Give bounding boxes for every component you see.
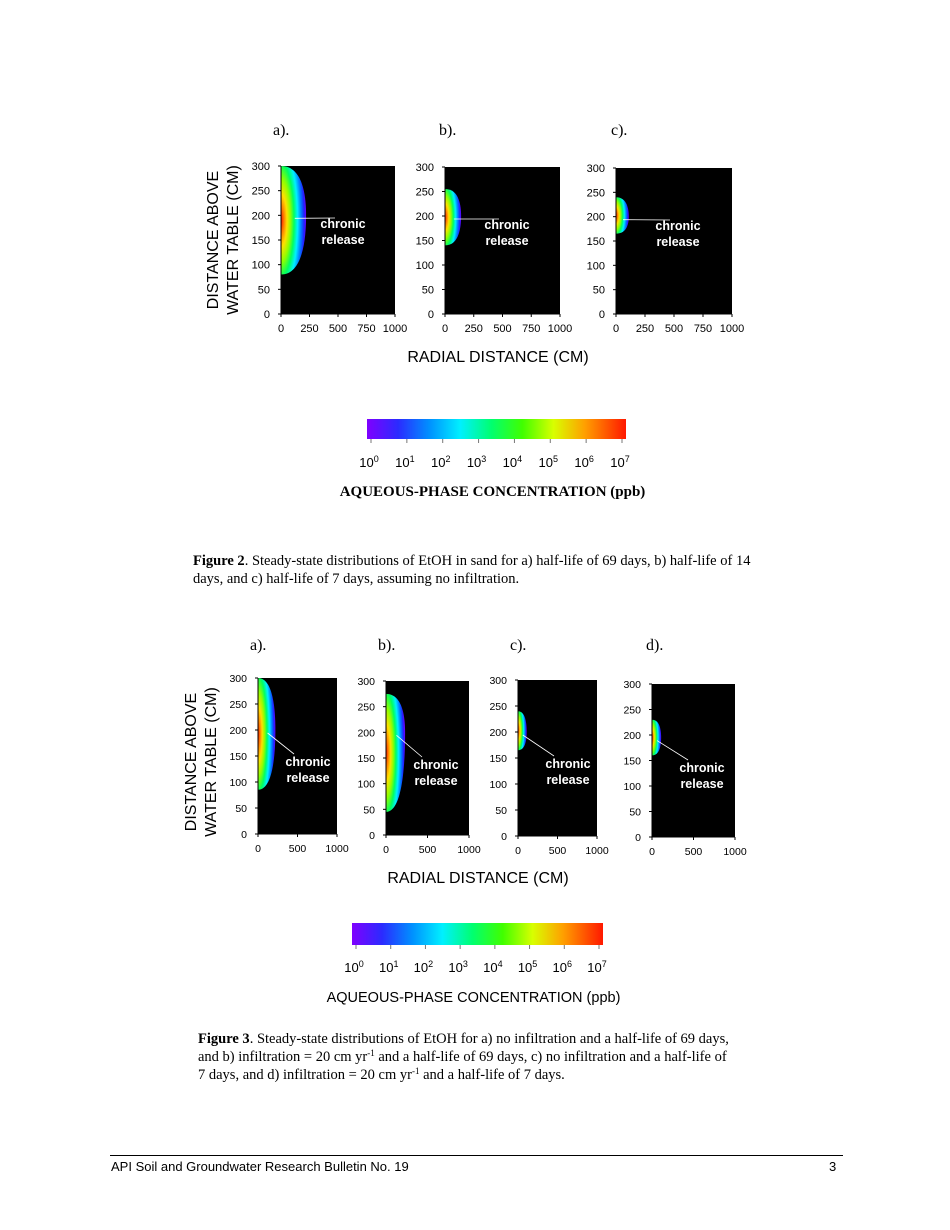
y-tick-label: 300 bbox=[415, 162, 434, 174]
colorbar-tick-exponent: 3 bbox=[462, 959, 468, 969]
colorbar-tick-label bbox=[539, 454, 558, 470]
x-tick-label: 500 bbox=[328, 323, 348, 335]
figure3-caption-line3b: and a half-life of 7 days. bbox=[419, 1067, 565, 1083]
x-tick-label: 1000 bbox=[585, 845, 609, 857]
y-tick-label: 0 bbox=[427, 309, 434, 321]
y-tick-label: 150 bbox=[489, 753, 507, 765]
annotation-release: release bbox=[656, 235, 700, 249]
y-tick-label: 300 bbox=[357, 676, 375, 688]
y-tick-label: 50 bbox=[592, 284, 605, 297]
x-tick-label: 750 bbox=[693, 323, 713, 335]
footer-page-number: 3 bbox=[829, 1159, 837, 1174]
y-tick-label: 150 bbox=[229, 751, 247, 763]
annotation-chronic: chronic bbox=[285, 755, 331, 769]
x-tick-label: 500 bbox=[664, 323, 684, 335]
colorbar-tick-label bbox=[610, 454, 629, 470]
y-tick-label: 250 bbox=[357, 701, 375, 714]
colorbar-title: AQUEOUS-PHASE CONCENTRATION (ppb) bbox=[326, 990, 621, 1006]
colorbar-tick-base: 10 bbox=[430, 455, 446, 470]
figure2-chart bbox=[205, 122, 744, 500]
panel-label-a: a). bbox=[273, 122, 290, 139]
annotation-release: release bbox=[286, 771, 330, 785]
y-tick-label: 100 bbox=[586, 260, 605, 273]
y-tick-label: 250 bbox=[415, 186, 434, 199]
colorbar-tick-label bbox=[414, 959, 433, 975]
y-tick-label: 100 bbox=[357, 778, 375, 791]
x-tick-label: 750 bbox=[522, 323, 541, 335]
colorbar-tick-base: 10 bbox=[344, 960, 359, 975]
figure2-caption-lead: Figure 2 bbox=[193, 553, 245, 569]
colorbar-tick-exponent: 2 bbox=[445, 454, 451, 464]
y-tick-label: 100 bbox=[415, 260, 434, 272]
x-tick-label: 1000 bbox=[723, 846, 747, 858]
colorbar-tick-exponent: 5 bbox=[553, 454, 559, 464]
colorbar-tick-label bbox=[483, 959, 502, 975]
annotation-release: release bbox=[680, 777, 724, 791]
x-tick-label: 1000 bbox=[719, 323, 745, 335]
x-tick-label: 0 bbox=[515, 845, 521, 857]
colorbar-tick-label bbox=[344, 959, 363, 975]
colorbar-tick-label bbox=[553, 959, 572, 975]
figure3-caption bbox=[198, 1030, 798, 1084]
x-tick-label: 1000 bbox=[457, 844, 481, 856]
colorbar-tick-base: 10 bbox=[552, 960, 568, 975]
x-tick-label: 250 bbox=[635, 323, 655, 335]
colorbar-tick-base: 10 bbox=[395, 455, 410, 470]
y-tick-label: 250 bbox=[251, 185, 270, 198]
figure3-chart bbox=[183, 637, 747, 1006]
colorbar-tick-base: 10 bbox=[502, 455, 518, 470]
y-tick-label: 50 bbox=[421, 284, 434, 297]
colorbar-tick-label bbox=[518, 959, 537, 975]
y-tick-label: 50 bbox=[235, 803, 247, 815]
colorbar-tick-label bbox=[431, 454, 450, 470]
figure2-caption-line2: days, and c) half-life of 7 days, assuming no infiltration. bbox=[193, 571, 520, 587]
colorbar-tick-base: 10 bbox=[448, 960, 463, 975]
colorbar-tick-exponent: 1 bbox=[393, 959, 399, 969]
colorbar-tick-exponent: 5 bbox=[532, 959, 538, 969]
y-tick-label: 0 bbox=[501, 831, 507, 843]
y-tick-label: 50 bbox=[363, 804, 375, 817]
x-axis-label: RADIAL DISTANCE (CM) bbox=[407, 349, 589, 366]
panel-label-b: b). bbox=[439, 122, 457, 139]
y-tick-label: 250 bbox=[229, 699, 247, 711]
colorbar-tick-base: 10 bbox=[483, 960, 498, 975]
colorbar-tick-exponent: 7 bbox=[624, 454, 630, 464]
colorbar-tick-exponent: 1 bbox=[409, 454, 415, 464]
annotation-chronic: chronic bbox=[679, 761, 725, 775]
colorbar-tick-exponent: 7 bbox=[601, 959, 607, 969]
colorbar-tick-label bbox=[503, 454, 522, 470]
x-tick-label: 1000 bbox=[382, 323, 408, 335]
x-tick-label: 500 bbox=[493, 323, 512, 335]
panel-label-d: d). bbox=[646, 637, 664, 654]
colorbar-tick-exponent: 4 bbox=[517, 454, 523, 464]
colorbar-tick-exponent: 0 bbox=[358, 959, 364, 969]
figure3-caption-line3a: 7 days, and d) infiltration = 20 cm yr bbox=[198, 1067, 412, 1083]
footer-rule bbox=[110, 1155, 843, 1156]
colorbar-tick-label bbox=[448, 959, 467, 975]
y-tick-label: 150 bbox=[415, 235, 434, 248]
annotation-release: release bbox=[414, 774, 458, 788]
colorbar bbox=[327, 923, 621, 1006]
annotation-release: release bbox=[485, 234, 529, 248]
colorbar-tick-label bbox=[587, 959, 606, 975]
y-tick-label: 100 bbox=[623, 781, 641, 793]
figure3-caption-sup1: -1 bbox=[367, 1048, 375, 1058]
x-tick-label: 250 bbox=[300, 323, 319, 335]
heatmap-panel-a bbox=[229, 673, 348, 855]
x-tick-label: 0 bbox=[277, 323, 285, 335]
figure2-caption-line1: . Steady-state distributions of EtOH in sand for a) half-life of 69 days, b) half-life of 14 bbox=[244, 553, 751, 569]
x-axis-label: RADIAL DISTANCE (CM) bbox=[387, 870, 569, 887]
y-tick-label: 300 bbox=[586, 163, 605, 175]
colorbar-tick-base: 10 bbox=[378, 960, 394, 975]
y-axis-label-line2: WATER TABLE (CM) bbox=[225, 165, 242, 315]
colorbar-tick-base: 10 bbox=[587, 960, 602, 975]
heatmap-panel-c bbox=[587, 163, 745, 335]
y-tick-label: 0 bbox=[635, 832, 641, 844]
colorbar-gradient bbox=[352, 923, 603, 945]
figure3-caption-lead: Figure 3 bbox=[198, 1031, 250, 1047]
annotation-chronic: chronic bbox=[545, 757, 591, 771]
x-tick-label: 750 bbox=[357, 323, 376, 335]
heatmap-panel-b bbox=[357, 676, 480, 856]
colorbar-tick-exponent: 6 bbox=[588, 454, 594, 464]
colorbar-tick-label bbox=[359, 454, 378, 470]
y-tick-label: 200 bbox=[489, 727, 507, 739]
annotation-chronic: chronic bbox=[484, 218, 530, 232]
colorbar-tick-exponent: 2 bbox=[428, 959, 434, 969]
y-axis-label-line2: WATER TABLE (CM) bbox=[203, 687, 220, 837]
figure3-caption-sup2: -1 bbox=[411, 1066, 420, 1076]
x-tick-label: 500 bbox=[418, 844, 437, 856]
colorbar-tick-exponent: 4 bbox=[497, 959, 503, 969]
y-tick-label: 200 bbox=[623, 730, 641, 742]
y-tick-label: 0 bbox=[369, 830, 375, 842]
y-tick-label: 250 bbox=[489, 701, 507, 713]
colorbar-tick-base: 10 bbox=[466, 455, 482, 470]
colorbar-tick-base: 10 bbox=[517, 960, 533, 975]
panel-label-c: c). bbox=[611, 122, 628, 139]
annotation-release: release bbox=[546, 773, 590, 787]
colorbar-tick-label bbox=[379, 959, 398, 975]
annotation-chronic: chronic bbox=[655, 219, 701, 233]
y-tick-label: 0 bbox=[598, 309, 605, 321]
y-tick-label: 200 bbox=[251, 210, 270, 223]
colorbar-tick-base: 10 bbox=[359, 455, 374, 470]
y-axis-label-line1: DISTANCE ABOVE bbox=[205, 170, 222, 310]
x-tick-label: 1000 bbox=[325, 843, 349, 855]
panel-label-a: a). bbox=[250, 637, 267, 654]
colorbar-tick-base: 10 bbox=[574, 455, 589, 470]
colorbar-tick-label bbox=[574, 454, 593, 470]
colorbar-title: AQUEOUS-PHASE CONCENTRATION (ppb) bbox=[339, 484, 646, 500]
y-tick-label: 100 bbox=[251, 259, 270, 272]
figure3-caption-line1: . Steady-state distributions of EtOH for a) no infiltration and a half-life of 69 days, bbox=[249, 1031, 729, 1047]
annotation-release: release bbox=[321, 233, 365, 247]
x-tick-label: 0 bbox=[649, 846, 655, 858]
y-tick-label: 100 bbox=[489, 779, 507, 791]
colorbar-tick-exponent: 3 bbox=[481, 454, 487, 464]
footer-bulletin-title: API Soil and Groundwater Research Bulletin No. 19 bbox=[111, 1159, 409, 1174]
y-axis-label-line1: DISTANCE ABOVE bbox=[183, 692, 200, 832]
figure2-caption bbox=[193, 552, 813, 588]
x-tick-label: 500 bbox=[288, 843, 307, 855]
y-tick-label: 150 bbox=[586, 236, 605, 248]
y-tick-label: 200 bbox=[229, 725, 247, 737]
colorbar-tick-base: 10 bbox=[538, 455, 554, 470]
y-tick-label: 300 bbox=[489, 675, 507, 687]
y-tick-label: 0 bbox=[241, 829, 247, 841]
x-tick-label: 1000 bbox=[547, 323, 573, 335]
colorbar-tick-exponent: 0 bbox=[373, 454, 379, 464]
y-tick-label: 0 bbox=[263, 309, 270, 321]
colorbar-tick-label bbox=[395, 454, 414, 470]
heatmap-panel-a bbox=[252, 161, 408, 335]
panel-label-c: c). bbox=[510, 637, 527, 654]
colorbar-tick-label bbox=[467, 454, 486, 470]
y-tick-label: 300 bbox=[251, 161, 270, 173]
figure3-caption-line2b: and a half-life of 69 days, c) no infiltration and a half-life of bbox=[374, 1049, 727, 1065]
y-tick-label: 200 bbox=[357, 727, 375, 740]
y-tick-label: 250 bbox=[623, 704, 641, 717]
heatmap-panel-b bbox=[416, 162, 573, 335]
y-tick-label: 50 bbox=[257, 284, 270, 297]
y-tick-label: 200 bbox=[586, 211, 605, 224]
x-tick-label: 0 bbox=[383, 844, 389, 856]
y-tick-label: 300 bbox=[623, 679, 641, 691]
annotation-chronic: chronic bbox=[413, 758, 459, 772]
y-tick-label: 250 bbox=[586, 187, 605, 200]
y-tick-label: 100 bbox=[229, 777, 247, 789]
heatmap-panel-d bbox=[623, 679, 746, 858]
y-tick-label: 50 bbox=[495, 805, 507, 817]
x-tick-label: 0 bbox=[255, 843, 261, 855]
x-tick-label: 500 bbox=[548, 845, 567, 857]
colorbar-tick-exponent: 6 bbox=[567, 959, 573, 969]
x-tick-label: 250 bbox=[464, 323, 483, 335]
y-tick-label: 50 bbox=[629, 806, 641, 819]
figure3-caption-line2a: and b) infiltration = 20 cm yr bbox=[198, 1049, 368, 1065]
panel-label-b: b). bbox=[378, 637, 396, 654]
heatmap-panel-c bbox=[489, 675, 608, 857]
y-tick-label: 200 bbox=[415, 211, 434, 223]
colorbar-gradient bbox=[367, 419, 626, 439]
colorbar-tick-base: 10 bbox=[610, 455, 625, 470]
x-tick-label: 0 bbox=[612, 323, 620, 335]
y-tick-label: 150 bbox=[357, 753, 375, 765]
x-tick-label: 500 bbox=[684, 846, 703, 858]
y-tick-label: 150 bbox=[623, 755, 641, 768]
colorbar-tick-base: 10 bbox=[413, 960, 429, 975]
x-tick-label: 0 bbox=[441, 323, 449, 335]
colorbar bbox=[340, 419, 646, 500]
y-tick-label: 300 bbox=[229, 673, 247, 685]
y-tick-label: 150 bbox=[251, 235, 270, 247]
annotation-chronic: chronic bbox=[320, 217, 366, 231]
